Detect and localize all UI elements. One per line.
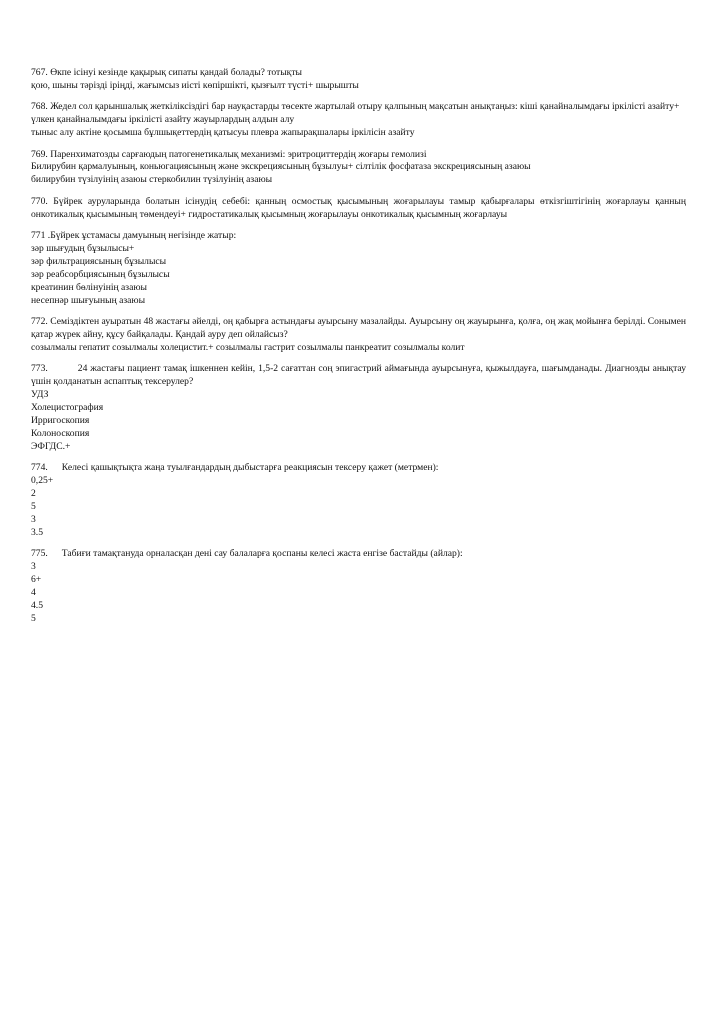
question-774: [31, 462, 686, 539]
question-767: [31, 67, 686, 93]
answer-option: 5: [31, 612, 36, 624]
answer-option: зәр шығудың бұзылысы+: [31, 242, 135, 254]
answer-option: несепнәр шығуының азаюы: [31, 294, 146, 306]
question-text: [31, 462, 686, 475]
answer-option: 3.5: [31, 526, 43, 538]
question-body: Табиғи тамақтануда орналасқан дені сау балаларға қоспаны келесі жаста енгізе бастайды (айлар):: [61, 548, 463, 559]
question-number: 772.: [31, 316, 48, 327]
question-text: [31, 316, 686, 342]
answer-option: зәр фильтрациясының бұзылысы: [31, 255, 167, 267]
answer-option: 4.5: [31, 599, 43, 611]
answer-option: ЭФГДС.+: [31, 440, 71, 452]
question-number: 775.: [31, 548, 48, 559]
question-775: [31, 548, 686, 625]
question-number: 771: [31, 230, 46, 242]
answer-options: қою, шыны тәрізді іріңді, жағымсыз иісті көпіршікті, қызғылт түсті+ шырышты: [31, 79, 359, 91]
question-number: 774.: [31, 462, 48, 474]
question-body: 24 жастағы пациент тамақ ішкеннен кейін, 1,5-2 сағаттан соң эпигастрий аймағында ауырсынуға, қыжылдауға, шағымданады. Диагнозды анықтау үшін қолданатын аспаптық тексерулер?: [31, 363, 686, 388]
answer-option: 2: [31, 487, 36, 499]
answer-option: Билирубин қармалуының, коньюгациясының және экскрециясының бұзылуы+ сілтілік фосфатаза экскрециясының азаюы: [31, 161, 531, 173]
answer-option: Ирригоскопия: [31, 414, 90, 426]
answer-option: тыныс алу актіне қосымша бұлшықеттердің қатысуы плевра жапырақшалары іркілісін азайту: [31, 127, 415, 139]
question-771: [31, 230, 686, 307]
question-body: Паренхиматозды сарғаюдың патогенетикалық механизмі: эритроциттердің жоғары гемолизі: [50, 148, 427, 160]
question-number: 770.: [31, 195, 48, 207]
question-769: [31, 149, 686, 188]
question-number: 773.: [31, 363, 48, 375]
answer-option: УДЗ: [31, 389, 49, 401]
answer-option: 4: [31, 586, 36, 598]
question-773: [31, 363, 686, 453]
answer-option: Холецистография: [31, 401, 104, 413]
question-text: [31, 67, 686, 80]
answer-option: Колоноскопия: [31, 427, 90, 439]
answer-option: зәр реабсорбциясының бұзылысы: [31, 268, 170, 280]
question-number: 767.: [31, 67, 48, 78]
answer-option: 3: [31, 513, 36, 525]
answer-options: созылмалы гепатит созылмалы холецистит.+ созылмалы гастрит созылмалы панкреатит созылмалы колит: [31, 341, 465, 353]
answer-option: 6+: [31, 573, 42, 585]
question-body: Келесі қашықтықта жаңа туылғандардың дыбыстарға реакциясын тексеру қажет (метрмен):: [61, 462, 439, 474]
question-body: .Бүйрек ұстамасы дамуының негізінде жатыр:: [47, 230, 237, 242]
question-772: [31, 316, 686, 355]
answer-option: билирубин түзілуінің азаюы стеркобилин түзілуінің азаюы: [31, 174, 273, 186]
answer-option: 3: [31, 560, 36, 572]
question-number: 768.: [31, 101, 48, 113]
question-text: [31, 196, 686, 222]
question-body: Жедел сол қарыншалық жеткіліксіздігі бар науқастарды төсекте жартылай отыру қалпының мақсатын анықтаңыз: кіші қанайналымдағы іркілісті азайту+: [50, 101, 680, 113]
answer-option: 0,25+: [31, 474, 54, 486]
question-text: [31, 149, 686, 162]
question-list: [31, 67, 686, 634]
question-number: 769.: [31, 148, 48, 160]
question-text: [31, 363, 686, 389]
question-text: [31, 101, 686, 114]
question-body: Бүйрек ауруларында болатын ісінудің себебі: қанның осмостық қысымының жоғарылауы тамыр қабырғалары өткізгіштігінің жоғарлауы қанның онкотикалық қысымының төмендеуі+ гидростатикалық қысымның жоғарылауы онкотикалық қысымның жоғарлауы: [31, 195, 686, 220]
question-body: Өкпе ісінуі кезінде қақырық сипаты қандай болады? тотықты: [50, 67, 302, 78]
answer-option: 5: [31, 500, 36, 512]
answer-option: үлкен қанайналымдағы іркілісті азайту жауырлардың алдын алу: [31, 114, 295, 126]
question-text: [31, 230, 686, 243]
question-body: Семіздіктен ауыратын 48 жастағы әйелді, оң қабырға астындағы ауырсыну мазалайды. Ауырсыну оң жауырынға, қолға, оң жақ мойынға берілді. Сонымен қатар жүрек айну, құсу байқалады. Қандай ауру деп ойлайсыз?: [31, 316, 686, 340]
answer-option: креатинин бөлінуінің азаюы: [31, 281, 147, 293]
question-770: [31, 196, 686, 222]
question-text: [31, 548, 686, 561]
question-768: [31, 101, 686, 140]
